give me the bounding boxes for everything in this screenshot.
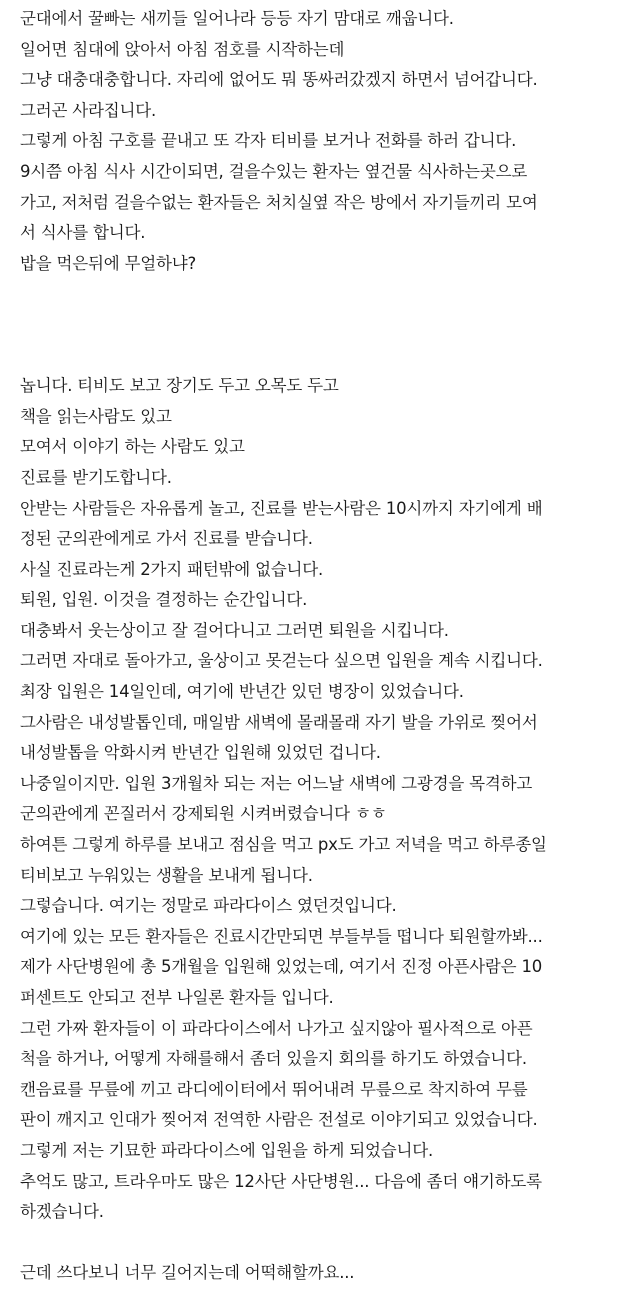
paragraph (20, 4, 640, 371)
text-line: 그런 가짜 환자들이 이 파라다이스에서 나가고 싶지않아 필사적으로 아픈 (20, 1018, 533, 1038)
paragraph (20, 1258, 640, 1289)
text-line: 가고, 저처럼 걸을수없는 환자들은 처치실옆 작은 방에서 자기들끼리 모여 (20, 192, 538, 212)
text-line: 판이 깨지고 인대가 찢어져 전역한 사람은 전설로 이야기되고 있었습니다. (20, 1110, 538, 1130)
text-line: 책을 읽는사람도 있고 (20, 406, 172, 426)
text-line: 나중일이지만. 입원 3개월차 되는 저는 어느날 새벽에 그광경을 목격하고 (20, 773, 533, 793)
text-line: 퇴원, 입원. 이것을 결정하는 순간입니다. (20, 590, 308, 610)
text-line: 근데 쓰다보니 너무 길어지는데 어떡해할까요... (20, 1263, 355, 1283)
text-line: 티비보고 누워있는 생활을 보내게 됩니다. (20, 865, 313, 885)
text-line: 사실 진료라는게 2가지 패턴밖에 없습니다. (20, 559, 324, 579)
text-line: 안받는 사람들은 자유롭게 놀고, 진료를 받는사람은 10시까지 자기에게 배 (20, 498, 543, 518)
blank-line (20, 341, 640, 372)
text-line: 그렇게 아침 구호를 끝내고 또 각자 티비를 보거나 전화를 하러 갑니다. (20, 131, 517, 151)
text-line: 하여튼 그렇게 하루를 보내고 점심을 먹고 px도 가고 저녁을 먹고 하루종일 (20, 835, 547, 855)
blank-line (20, 279, 640, 310)
text-line: 군의관에게 꼰질러서 강제퇴원 시켜버렸습니다 ㅎㅎ (20, 804, 387, 824)
text-line: 서 식사를 합니다. (20, 223, 146, 243)
text-line: 밥을 먹은뒤에 무얼하냐? (20, 253, 197, 273)
text-line: 내성발톱을 악화시켜 반년간 입원해 있었던 겁니다. (20, 743, 381, 763)
text-line: 척을 하거나, 어떻게 자해를해서 좀더 있을지 회의를 하기도 하였습니다. (20, 1049, 527, 1069)
paragraph (20, 371, 640, 1258)
text-line: 정된 군의관에게로 가서 진료를 받습니다. (20, 529, 313, 549)
text-line: 추억도 많고, 트라우마도 많은 12사단 사단병원... 다음에 좀더 얘기하도록 (20, 1171, 542, 1191)
text-line: 하겠습니다. (20, 1202, 104, 1222)
text-line: 군대에서 꿀빠는 새끼들 일어나라 등등 자기 맘대로 깨웁니다. (20, 9, 454, 28)
text-line: 놉니다. 티비도 보고 장기도 두고 오목도 두고 (20, 376, 339, 396)
blank-line (20, 310, 640, 341)
text-line: 그러면 자대로 돌아가고, 울상이고 못걷는다 싶으면 입원을 계속 시킵니다. (20, 651, 543, 671)
text-line: 진료를 받기도합니다. (20, 467, 172, 487)
text-line: 퍼센트도 안되고 전부 나일론 환자들 입니다. (20, 988, 334, 1007)
text-line: 그렇습니다. 여기는 정말로 파라다이스 였던것입니다. (20, 896, 397, 916)
text-line: 모여서 이야기 하는 사람도 있고 (20, 437, 245, 457)
text-line: 최장 입원은 14일인데, 여기에 반년간 있던 병장이 있었습니다. (20, 682, 464, 702)
text-line: 일어면 침대에 앉아서 아침 점호를 시작하는데 (20, 39, 345, 59)
text-line: 대충봐서 웃는상이고 잘 걸어다니고 그러면 퇴원을 시킵니다. (20, 620, 449, 640)
blank-line (20, 1228, 640, 1259)
text-line: 9시쯤 아침 식사 시간이되면, 걸을수있는 환자는 옆건물 식사하는곳으로 (20, 161, 528, 181)
text-line: 캔음료를 무릎에 끼고 라디에이터에서 뛰어내려 무릎으로 착지하여 무릎 (20, 1079, 528, 1099)
text-line: 여기에 있는 모든 환자들은 진료시간만되면 부들부들 떱니다 퇴원할까봐... (20, 926, 543, 946)
text-line: 그러곤 사라집니다. (20, 100, 157, 120)
text-line: 그사람은 내성발톱인데, 매일밤 새벽에 몰래몰래 자기 발을 가위로 찢어서 (20, 712, 538, 732)
text-line: 제가 사단병원에 총 5개월을 입원해 있었는데, 여기서 진정 아픈사람은 10 (20, 957, 543, 977)
text-line: 그렇게 저는 기묘한 파라다이스에 입원을 하게 되었습니다. (20, 1140, 434, 1160)
text-line: 그냥 대충대충합니다. 자리에 없어도 뭐 똥싸러갔겠지 하면서 넘어갑니다. (20, 70, 538, 90)
